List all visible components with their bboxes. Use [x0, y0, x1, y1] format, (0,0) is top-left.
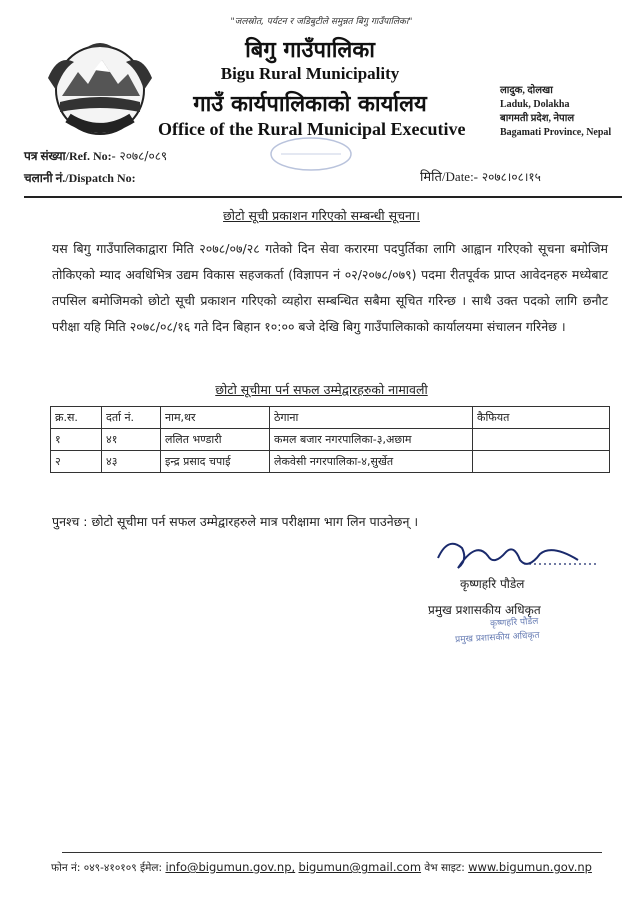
cell-remarks	[473, 451, 610, 473]
website-label: वेभ साइट:	[424, 862, 465, 874]
cell-address: लेकवेसी नगरपालिका-४,सुर्खेत	[270, 451, 473, 473]
address-line: बागमती प्रदेश, नेपाल	[500, 113, 575, 124]
date-label: मिति/Date:-	[420, 169, 479, 184]
footer-contact	[0, 860, 643, 875]
ref-value: २०७८/०८९	[119, 149, 168, 163]
website-link[interactable]: www.bigumun.gov.np	[468, 860, 592, 874]
col-header-serial: क्र.स.	[51, 407, 102, 429]
signer-title: प्रमुख प्रशासकीय अधिकृत	[428, 603, 541, 617]
table-header-row	[51, 407, 610, 429]
letter-date	[420, 167, 541, 185]
slogan: "जलस्रोत, पर्यटन र जडिबुटीले समुन्नत बिगु गाउँपालिका"	[230, 17, 413, 27]
email-link[interactable]: info@bigumun.gov.np,	[165, 860, 296, 874]
cell-name: इन्द्र प्रसाद चपाई	[161, 451, 270, 473]
email-link-gmail[interactable]: bigumun@gmail.com	[298, 860, 422, 874]
cell-remarks	[473, 429, 610, 451]
notice-subject: छोटो सूची प्रकाशन गरिएको सम्बन्धी सूचना।	[223, 208, 420, 223]
header-divider	[24, 196, 622, 198]
seal-name-stamp: कृष्णहरि पौडेल	[489, 616, 539, 630]
col-header-reg-no: दर्ता नं.	[102, 407, 161, 429]
col-header-address: ठेगाना	[270, 407, 473, 429]
table-row	[51, 451, 610, 473]
cell-address: कमल बजार नगरपालिका-३,अछाम	[270, 429, 473, 451]
address-line: Bagamati Province, Nepal	[500, 127, 612, 138]
address-line: लादुक, दोलखा	[500, 85, 553, 96]
office-name-nepali: गाउँ कार्यपालिकाको कार्यालय	[193, 92, 427, 117]
col-header-remarks: कैफियत	[473, 407, 610, 429]
reference-number	[24, 147, 167, 164]
dispatch-label: चलानी नं./Dispatch No:	[24, 171, 136, 185]
col-header-name: नाम,थर	[161, 407, 270, 429]
office-stamp	[266, 134, 356, 174]
municipality-emblem	[44, 34, 156, 146]
postscript: पुनश्च : छोटो सूचीमा पर्न सफल उम्मेद्वारहरुले मात्र परीक्षामा भाग लिन पाउनेछन् ।	[52, 514, 419, 529]
signer-name: कृष्णहरि पौडेल	[460, 577, 525, 591]
municipality-name-nepali: बिगु गाउँपालिका	[245, 38, 375, 63]
handwritten-signature	[428, 530, 598, 580]
cell-serial: २	[51, 451, 102, 473]
notice-body: यस बिगु गाउँपालिकाद्वारा मिति २०७८/०७/२८ गतेको दिन सेवा करारमा पदपुर्तिका लागि आह्वान गरिएको सूचना बमोजिम तोकिएको म्याद अवधिभित्र उद्यम विकास सहजकर्ता (विज्ञापन नं ०२/२०७८/०७९) पदमा रीतपूर्वक प्राप्त आवेदनहरु मध्येबाट तपसिल बमोजिमको छोटो सूची प्रकाशन गरिएको व्यहोरा सम्बन्धित सबैमा सूचित गरिन्छ । साथै उक्त पदको लागि छनौट परीक्षा यहि मिति २०७८/०८/१६ गते दिन बिहान १०:०० बजे देखि बिगु गाउँपालिकाको कार्यालयमा संचालन गरिनेछ ।	[52, 241, 608, 334]
date-value: २०७८।०८।१५	[481, 170, 541, 184]
cell-serial: १	[51, 429, 102, 451]
phone-label: फोन नं: ०४९-४१०१०९ ईमेल:	[51, 862, 163, 874]
dispatch-number	[24, 169, 136, 186]
address-line: Laduk, Dolakha	[500, 99, 570, 110]
office-name-english: Office of the Rural Municipal Executive	[158, 119, 466, 139]
seal-title-stamp: प्रमुख प्रशासकीय अधिकृत	[454, 630, 540, 646]
office-address	[500, 84, 611, 140]
municipality-name-english: Bigu Rural Municipality	[220, 64, 400, 83]
cell-reg-no: ४१	[102, 429, 161, 451]
candidates-table	[50, 406, 610, 473]
cell-reg-no: ४३	[102, 451, 161, 473]
table-row	[51, 429, 610, 451]
ref-label: पत्र संख्या/Ref. No:-	[24, 149, 116, 163]
cell-name: ललित भण्डारी	[161, 429, 270, 451]
shortlist-title: छोटो सूचीमा पर्न सफल उम्मेद्वारहरुको नामावली	[215, 382, 428, 397]
footer-divider	[62, 852, 602, 853]
